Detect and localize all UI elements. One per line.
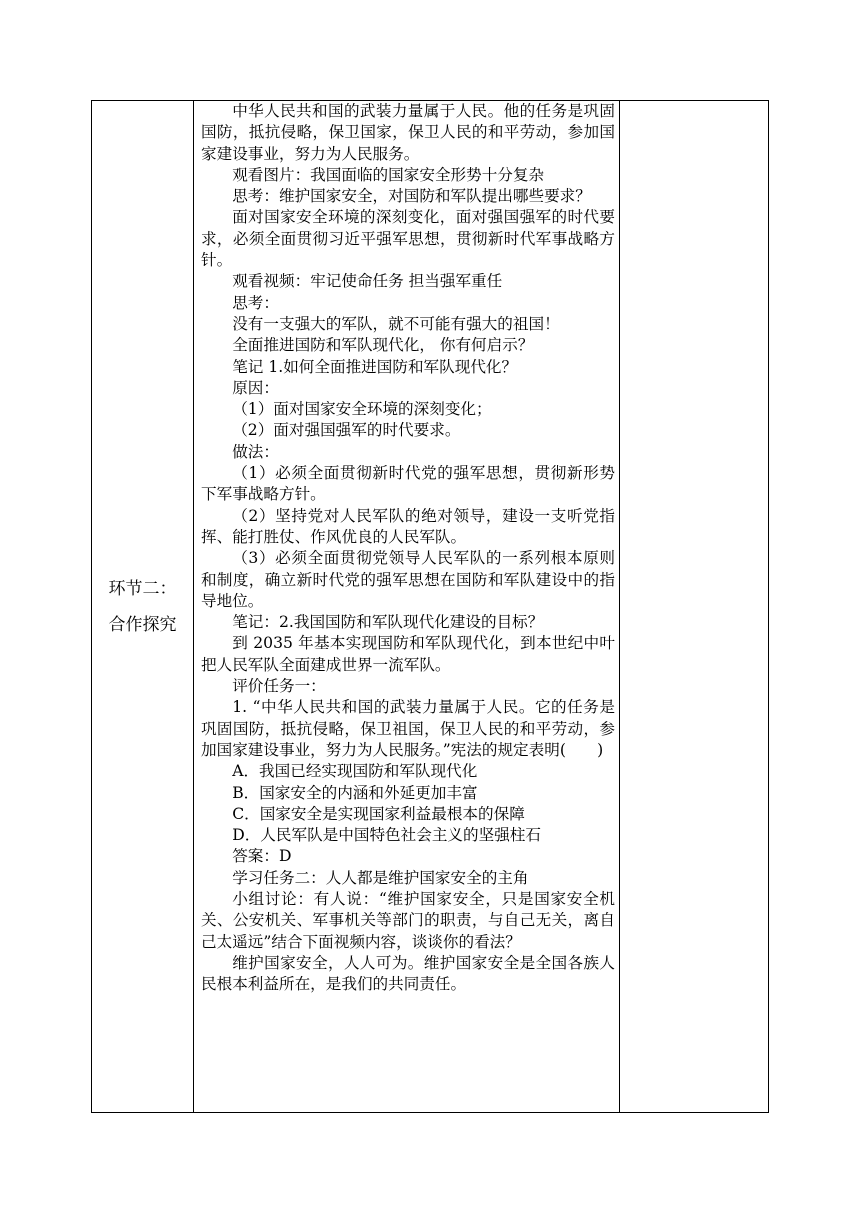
paragraph: （3）必须全面贯彻党领导人民军队的一系列根本原则和制度，确立新时代党的强军思想在国防和军队建设中的指导地位。 <box>201 549 615 610</box>
paragraph: 笔记 1.如何全面推进国防和军队现代化？ <box>232 357 518 376</box>
paragraph: B．国家安全的内涵和外延更加丰富 <box>232 783 478 802</box>
paragraph: 维护国家安全，人人可为。维护国家安全是全国各族人民根本利益所在，是我们的共同责任。 <box>201 953 615 994</box>
paragraph: 到 2035 年基本实现国防和军队现代化，到本世纪中叶把人民军队全面建成世界一流军队。 <box>201 634 615 674</box>
content-cell <box>194 101 620 1113</box>
paragraph: 评价任务一： <box>232 677 326 696</box>
paragraph: 中华人民共和国的武装力量属于人民。他的任务是巩固国防，抵抗侵略，保卫国家，保卫人民的和平劳动，参加国家建设事业，努力为人民服务。 <box>201 102 615 163</box>
paragraph: （1）面对国家安全环境的深刻变化； <box>232 400 492 419</box>
lesson-plan-table <box>91 100 769 1113</box>
paragraph: 做法： <box>232 442 279 461</box>
stage-label-line-1: 环节二： <box>108 578 177 599</box>
paragraph: D．人民军队是中国特色社会主义的坚强柱石 <box>232 826 541 845</box>
paragraph: （2）面对强国强军的时代要求。 <box>232 421 461 440</box>
paragraph: A．我国已经实现国防和军队现代化 <box>232 762 478 781</box>
paragraph: 没有一支强大的军队，就不可能有强大的祖国！ <box>232 314 560 333</box>
paragraph: 1. “中华人民共和国的武装力量属于人民。它的任务是巩固国防，抵抗侵略，保卫祖国，保卫人民的和平劳动，参加国家建设事业，努力为人民服务。”宪法的规定表明( ) <box>201 698 615 759</box>
table-row <box>92 101 769 1113</box>
paragraph: 原因： <box>232 378 279 397</box>
paragraph: 面对国家安全环境的深刻变化，面对强国强军的时代要求，必须全面贯彻习近平强军思想，贯彻新时代军事战略方针。 <box>201 208 615 270</box>
paragraph: 笔记：2.我国国防和军队现代化建设的目标？ <box>232 613 544 632</box>
paragraph: （2）坚持党对人民军队的绝对领导，建设一支听党指挥、能打胜仗、作风优良的人民军队。 <box>201 506 615 546</box>
paragraph: 观看视频：牢记使命任务 担当强军重任 <box>232 272 503 291</box>
paragraph: 学习任务二：人人都是维护国家安全的主角 <box>232 868 529 887</box>
notes-cell <box>620 101 769 1113</box>
paragraph: 观看图片：我国面临的国家安全形势十分复杂 <box>232 165 545 184</box>
paragraph: 思考： <box>232 293 279 312</box>
paragraph: 全面推进国防和军队现代化， 你有何启示？ <box>232 336 534 355</box>
paragraph: 小组讨论：有人说：“维护国家安全，只是国家安全机关、公安机关、军事机关等部门的职责，与自己无关，离自己太遥远”结合下面视频内容，谈谈你的看法？ <box>201 889 615 951</box>
paragraph: C．国家安全是实现国家利益最根本的保障 <box>232 804 525 823</box>
paragraph: 答案：D <box>232 847 292 866</box>
paragraph: 思考：维护国家安全，对国防和军队提出哪些要求？ <box>232 187 591 206</box>
stage-label-line-2: 合作探究 <box>108 614 177 635</box>
stage-cell <box>92 101 194 1113</box>
paragraph: （1）必须全面贯彻新时代党的强军思想，贯彻新形势下军事战略方针。 <box>201 464 615 504</box>
